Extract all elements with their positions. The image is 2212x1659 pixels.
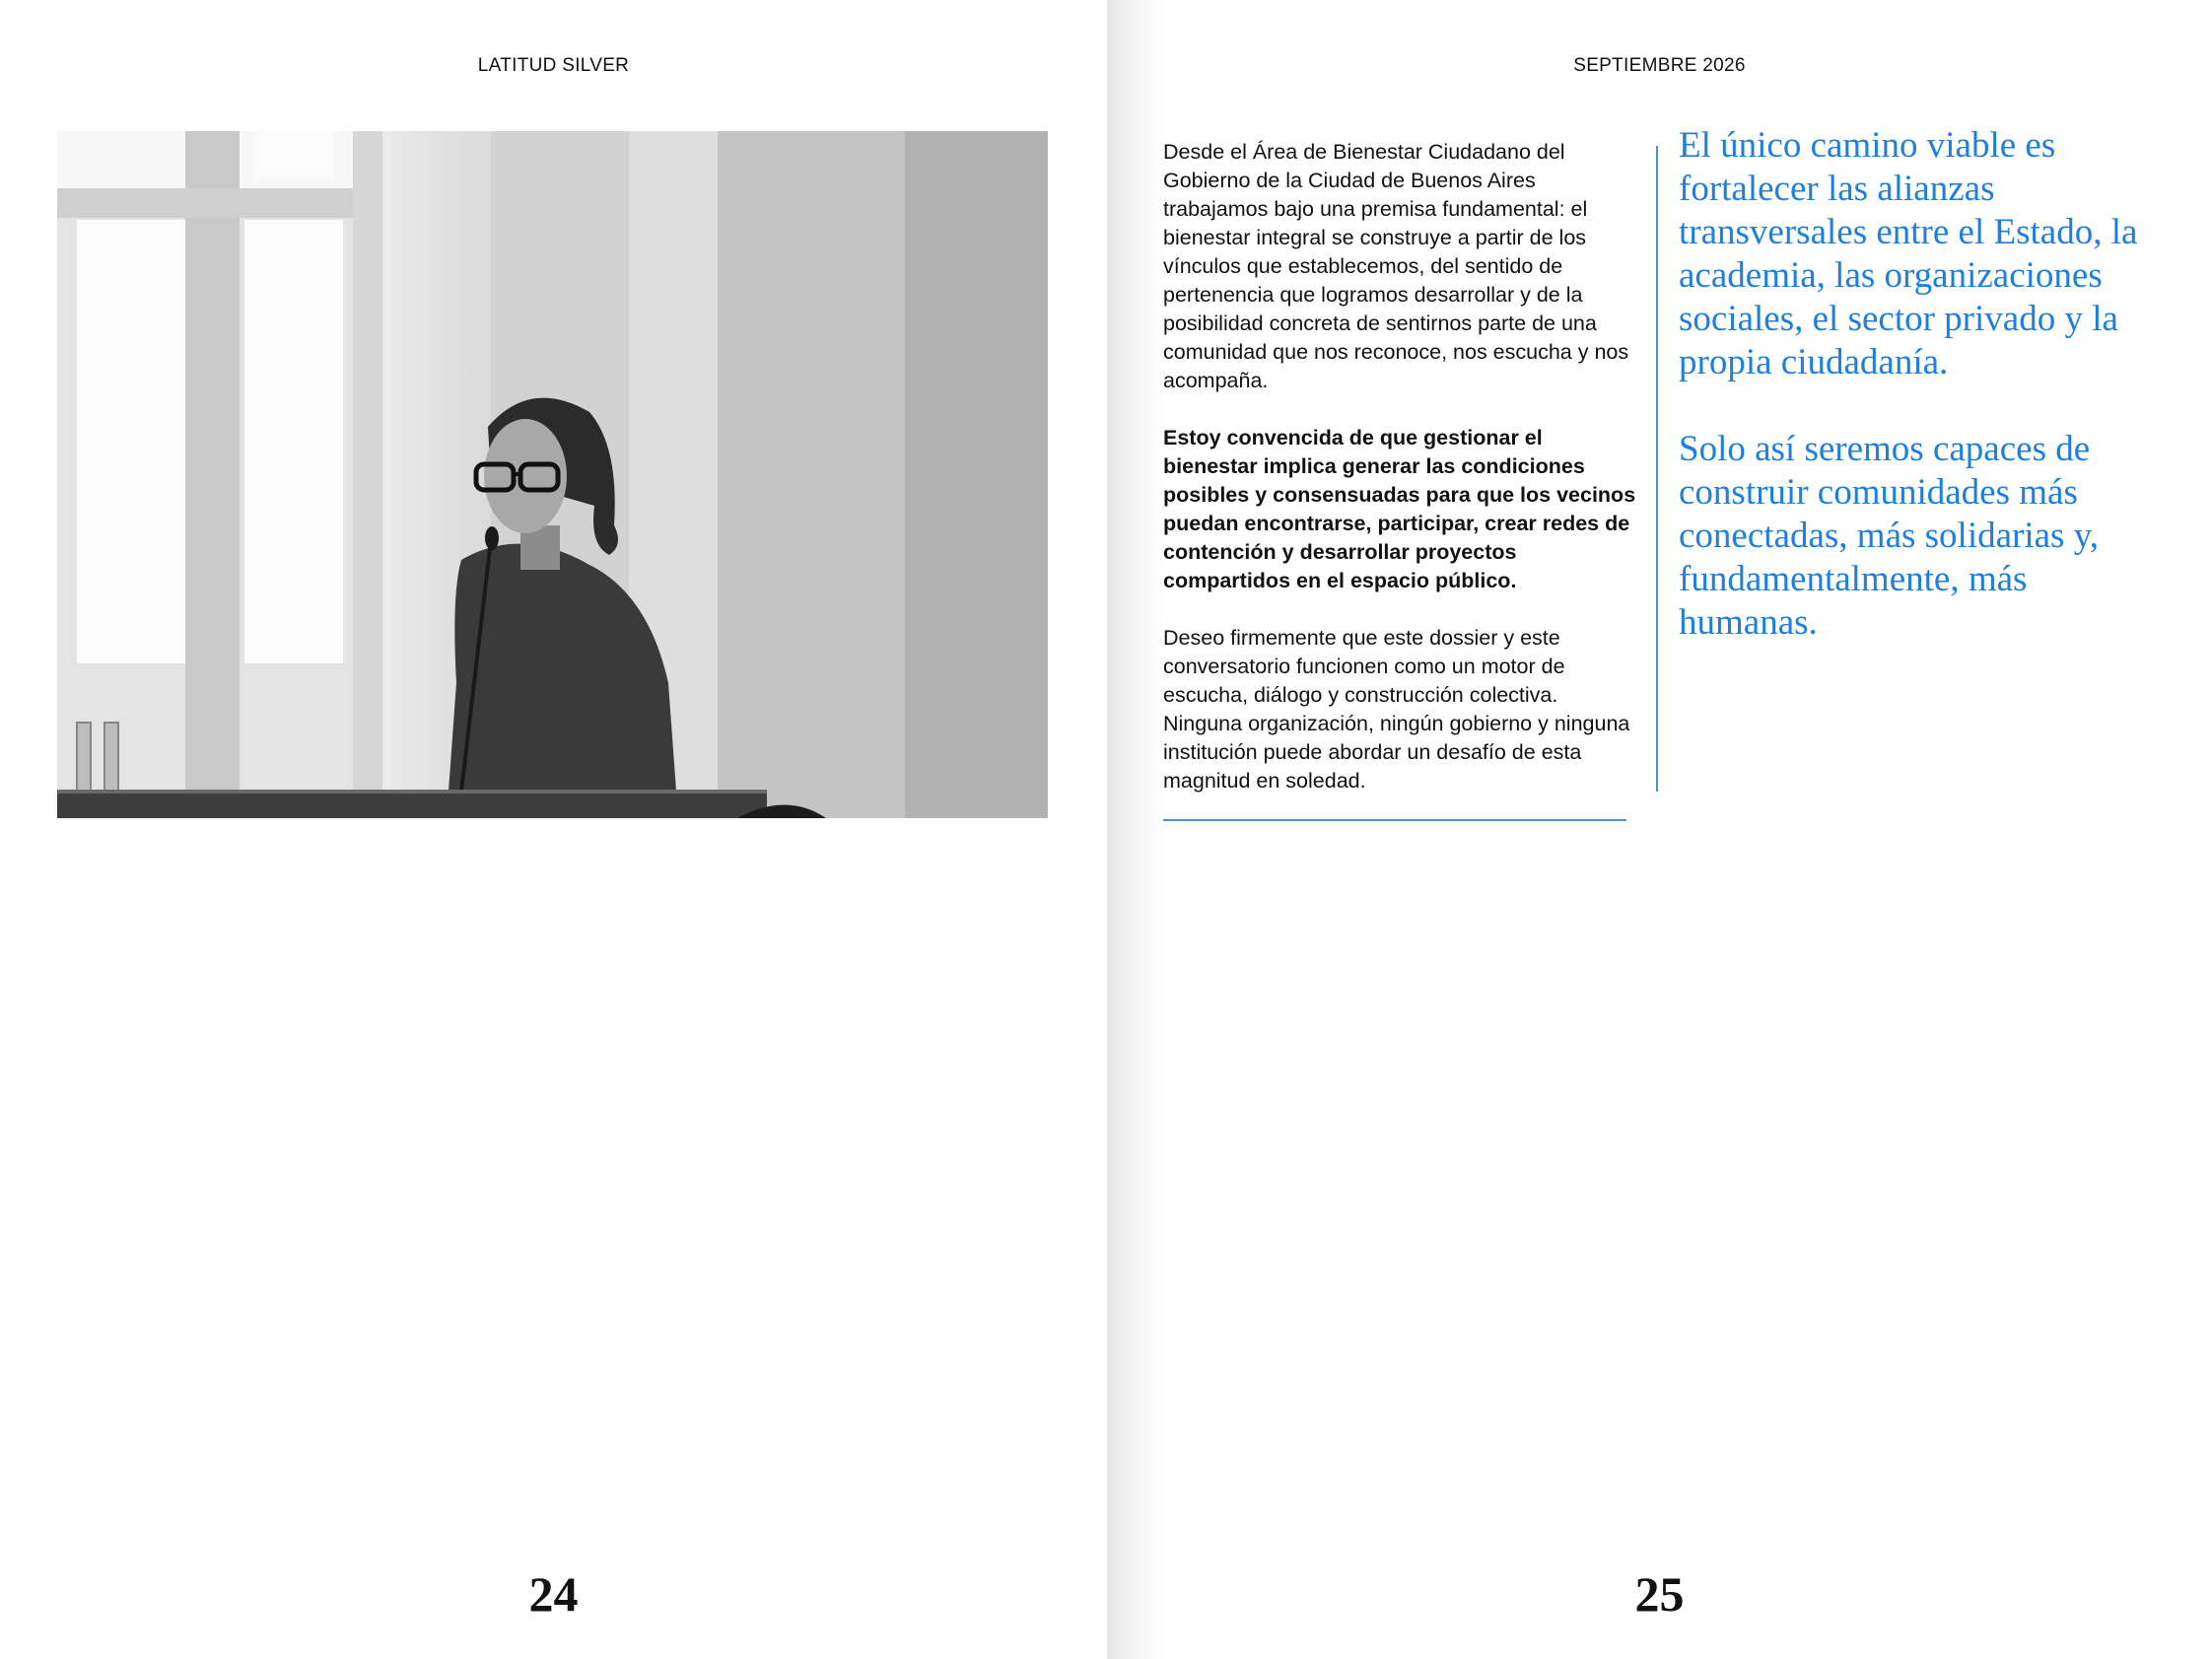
column-bottom-rule	[1163, 819, 1626, 821]
page-number-right: 25	[1634, 1566, 1685, 1622]
speaker-photo	[57, 131, 1048, 818]
speaker-at-podium-illustration	[57, 131, 1048, 818]
body-text-column	[1163, 138, 1638, 824]
body-paragraph-3: Deseo firmemente que este dossier y este conversatorio funcionen como un motor de escucha, diálogo y construcción colectiva. Ninguna organización, ningún gobierno y ninguna institución puede abordar un desafío de esta magnitud en soledad.	[1163, 626, 1630, 793]
gutter-shadow	[1107, 0, 1166, 1659]
running-head-left: LATITUD SILVER	[477, 55, 630, 76]
page-number-left: 24	[528, 1566, 579, 1622]
body-paragraph-1: Desde el Área de Bienestar Ciudadano del Gobierno de la Ciudad de Buenos Aires trabajamos bajo una premisa fundamental: el bienestar integral se construye a partir de los vínculos que establecemos, del sentido de pertenencia que logramos desarrollar y de la posibilidad concreta de sentirnos parte de una comunidad que nos reconoce, nos escucha y nos acompaña.	[1163, 140, 1629, 392]
column-divider-rule	[1656, 146, 1658, 792]
pull-quote-paragraph-1: El único camino viable es fortalecer las alianzas transversales entre el Estado, la academia, las organizaciones sociales, el sector privado y la propia ciudadanía.	[1679, 125, 2138, 382]
pull-quote-paragraph-2: Solo así seremos capaces de construir comunidades más conectadas, más solidarias y, fundamentalmente, más humanas.	[1679, 429, 2100, 643]
pull-quote	[1679, 124, 2172, 688]
running-head-right: SEPTIEMBRE 2026	[1573, 55, 1746, 76]
body-paragraph-2-bold: Estoy convencida de que gestionar el bienestar implica generar las condiciones posibles y consensuadas para que los vecinos puedan encontrarse, participar, crear redes de contención y desarrollar proyectos compartidos en el espacio público.	[1163, 426, 1636, 592]
